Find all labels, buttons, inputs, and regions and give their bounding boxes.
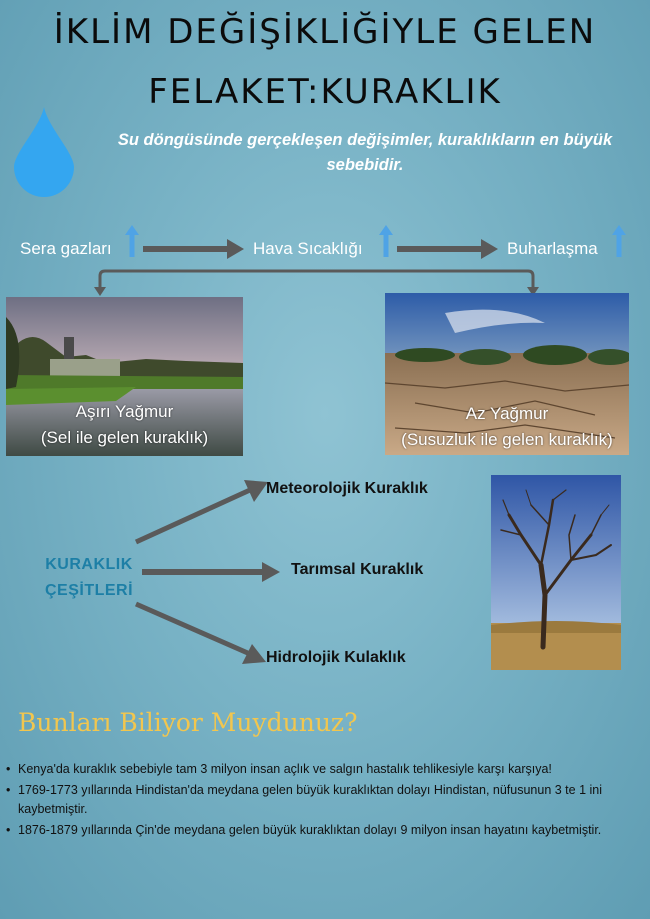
right-arrow-icon [397, 238, 499, 260]
drought-caption-title: Az Yağmur [465, 404, 549, 423]
up-arrow-icon [378, 224, 394, 258]
drought-types-title-line1: KURAKLIK [45, 556, 133, 573]
right-arrow-icon [142, 560, 282, 584]
cycle-item-hava-sicakligi: Hava Sıcaklığı [253, 239, 363, 258]
dry-land-photo [385, 293, 629, 455]
drought-caption-subtitle: (Susuzluk ile gelen kuraklık) [401, 430, 613, 449]
split-connector-arrows [88, 266, 548, 296]
drought-type-hydrological: Hidrolojik Kulaklık [266, 649, 406, 666]
flood-caption-title: Aşırı Yağmur [75, 402, 174, 421]
page-title-line2: FELAKET:KURAKLIK [148, 72, 502, 112]
subtitle: Su döngüsünde gerçekleşen değişimler, kuraklıkların en büyük sebebidir. [117, 131, 613, 174]
cycle-item-buharlasma: Buharlaşma [507, 239, 598, 258]
flood-landscape-photo [6, 297, 243, 456]
diagonal-up-arrow-icon [132, 476, 272, 548]
fact-item: • 1769-1773 yıllarında Hindistan'da meydana gelen büyük kuraklıktan dolayı Hindistan, nüfusunun 3 te 1 ini kaybetmiştir. [6, 781, 606, 819]
drought-type-meteorological: Meteorolojik Kuraklık [266, 480, 428, 497]
water-drop-icon [12, 105, 76, 197]
diagonal-down-arrow-icon [132, 600, 272, 670]
page-title-line1: İKLİM DEĞİŞİKLİĞİYLE GELEN [53, 12, 597, 52]
dead-tree-photo [491, 475, 621, 670]
up-arrow-icon [611, 224, 627, 258]
fact-item: • Kenya'da kuraklık sebebiyle tam 3 milyon insan açlık ve salgın hastalık tehlikesiyle karşı karşıya! [6, 760, 606, 779]
flood-caption-subtitle: (Sel ile gelen kuraklık) [40, 428, 209, 447]
right-arrow-icon [143, 238, 245, 260]
cycle-item-sera-gazlari: Sera gazları [20, 239, 112, 258]
up-arrow-icon [124, 224, 140, 258]
facts-title: Bunları Biliyor Muydunuz? [18, 708, 358, 737]
facts-list [6, 760, 606, 840]
fact-item: • 1876-1879 yıllarında Çin'de meydana gelen büyük kuraklıktan dolayı 9 milyon insan hayatını kaybetmiştir. [6, 821, 606, 840]
drought-type-agricultural: Tarımsal Kuraklık [291, 561, 424, 578]
drought-types-title-line2: ÇEŞİTLERİ [44, 582, 134, 599]
